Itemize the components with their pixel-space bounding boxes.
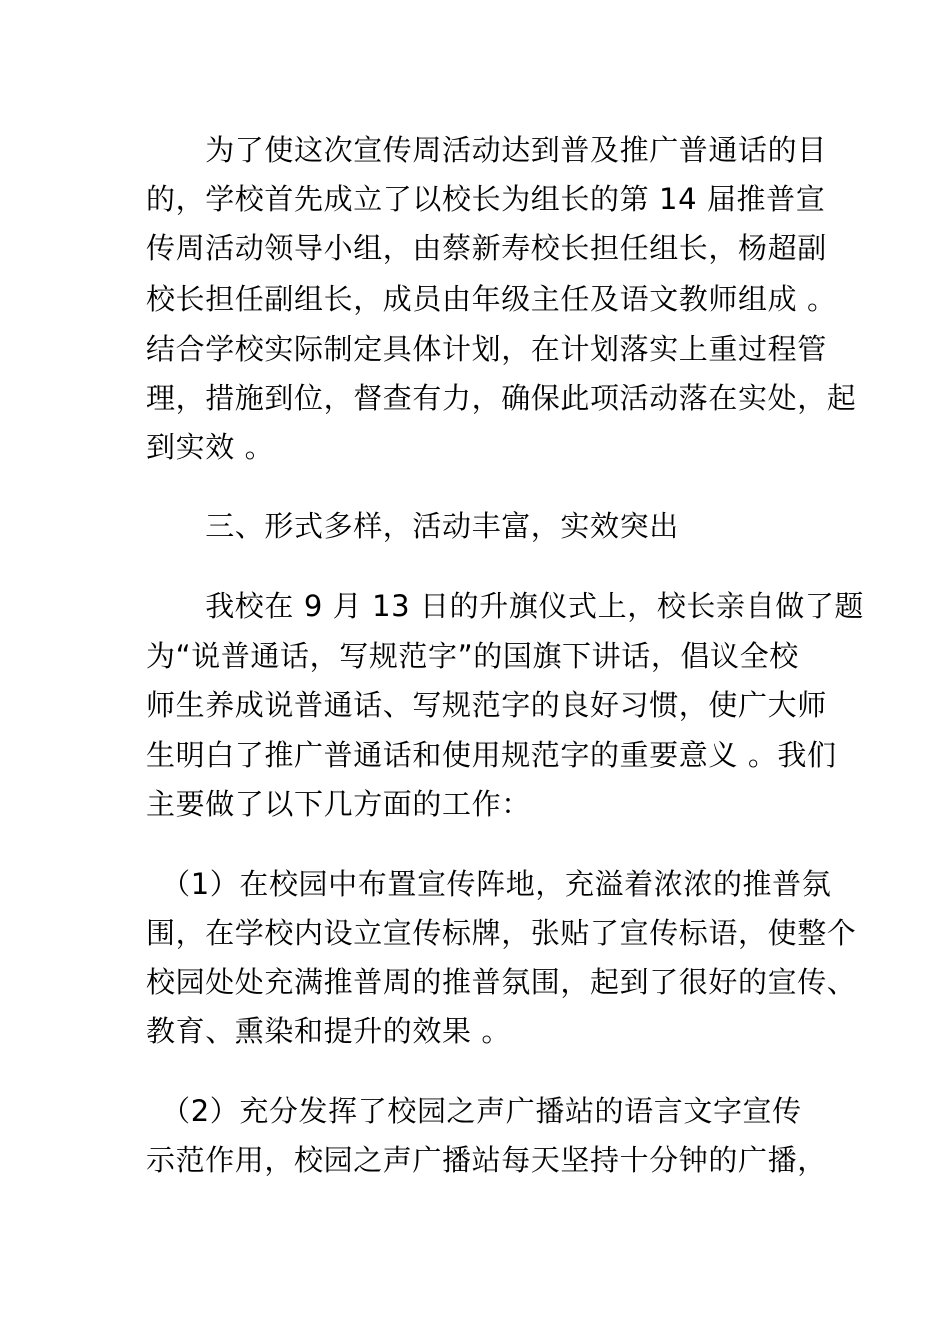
paragraph-1-line-5: 结合学校实际制定具体计划，在计划落实上重过程管 [146,332,827,366]
section-heading: 三、形式多样，活动丰富，实效突出 [146,509,679,543]
paragraph-1-line-2: 的，学校首先成立了以校长为组长的第 14 届推普宣 [146,182,826,216]
paragraph-1-line-4: 校长担任副组长，成员由年级主任及语文教师组成 。 [146,282,837,316]
paragraph-5-line-1: （2）充分发挥了校园之声广播站的语言文字宣传 [146,1094,802,1128]
paragraph-5-line-2: 示范作用，校园之声广播站每天坚持十分钟的广播， [146,1143,827,1177]
paragraph-4-line-2: 围，在学校内设立宣传标牌，张贴了宣传标语，使整个 [146,916,857,950]
paragraph-3-line-5: 主要做了以下几方面的工作： [146,787,531,821]
paragraph-1-line-3: 传周活动领导小组，由蔡新寿校长担任组长，杨超副 [146,231,827,265]
paragraph-4-line-1: （1）在校园中布置宣传阵地，充溢着浓浓的推普氛 [146,867,832,901]
paragraph-1-line-6: 理，措施到位，督查有力，确保此项活动落在实处，起 [146,381,857,415]
paragraph-3-line-4: 生明白了推广普通话和使用规范字的重要意义 。我们 [146,738,837,772]
paragraph-4-line-4: 教育、熏染和提升的效果 。 [146,1014,512,1048]
paragraph-3-line-1: 我校在 9 月 13 日的升旗仪式上，校长亲自做了题 [146,589,865,623]
paragraph-1-line-7: 到实效 。 [146,430,275,464]
paragraph-3-line-2: 为“说普通话，写规范字”的国旗下讲话，倡议全校 [146,639,799,673]
paragraph-4-line-3: 校园处处充满推普周的推普氛围，起到了很好的宣传、 [146,965,857,999]
paragraph-3-line-3: 师生养成说普通话、写规范字的良好习惯，使广大师 [146,688,827,722]
paragraph-1-line-1: 为了使这次宣传周活动达到普及推广普通话的目 [146,133,827,167]
